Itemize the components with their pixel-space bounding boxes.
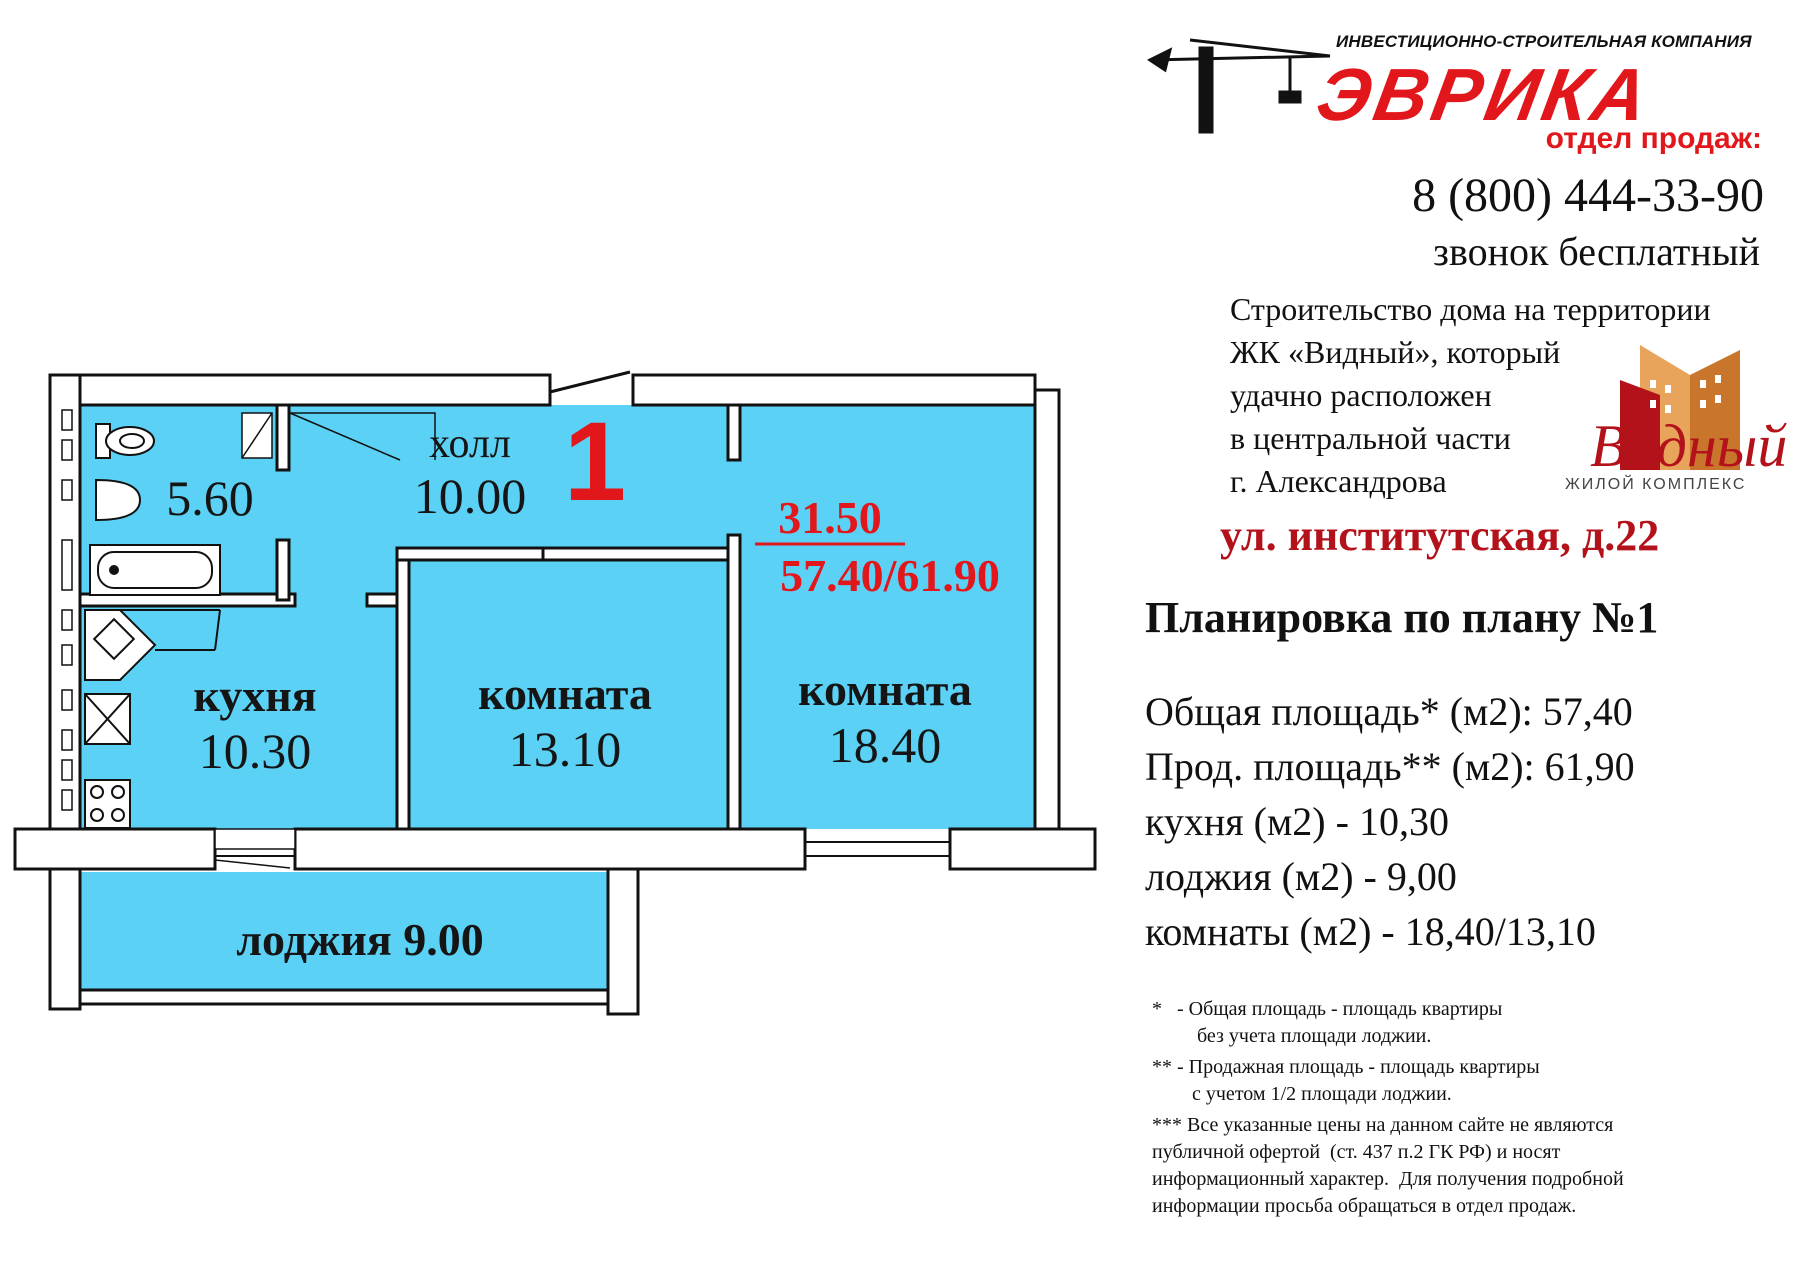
spec-item: лоджия (м2) - 9,00 <box>1145 854 1457 899</box>
plan-title: Планировка по плану №1 <box>1145 593 1659 642</box>
room-mid-top-wall-a <box>397 548 545 560</box>
footnote-line: *** Все указанные цены на данном сайте не являются <box>1152 1114 1614 1136</box>
crane-logo-icon <box>1150 40 1330 132</box>
footnote-line: без учета площади лоджии. <box>1152 1025 1432 1047</box>
footnote-line: * - Общая площадь - площадь квартиры <box>1152 998 1503 1020</box>
description-line: ЖК «Видный», который <box>1230 334 1561 370</box>
right-wall <box>1035 390 1059 830</box>
bottom-wall-mid <box>295 829 805 869</box>
stove-icon <box>85 780 130 828</box>
address: ул. институтская, д.22 <box>1220 511 1660 560</box>
footnotes <box>1152 996 1752 1220</box>
loggia-right-wall <box>608 869 638 1014</box>
loggia-bottom-wall <box>80 990 608 1004</box>
total-area: 57.40/61.90 <box>780 550 1000 601</box>
spec-item: кухня (м2) - 10,30 <box>1145 799 1449 844</box>
footnote-line: информационный характер. Для получения подробной <box>1152 1168 1624 1190</box>
room-right-area: 18.40 <box>828 716 942 773</box>
loggia-label: лоджия 9.00 <box>236 914 484 965</box>
complex-logo-subtitle: ЖИЛОЙ КОМПЛЕКС <box>1565 476 1747 493</box>
hall-name: холл <box>429 421 511 467</box>
bottom-wall-right <box>950 829 1095 869</box>
phone-number[interactable]: 8 (800) 444-33-90 <box>1412 169 1764 222</box>
kitchen-label <box>170 670 340 780</box>
description-line: удачно расположен <box>1230 377 1492 413</box>
bath-right-wall-top <box>277 405 289 470</box>
room-divider <box>728 535 740 829</box>
footnote-line: с учетом 1/2 площади лоджии. <box>1152 1083 1452 1105</box>
entrance-door <box>550 372 630 392</box>
description-line: г. Александрова <box>1230 463 1447 499</box>
bathroom-label <box>150 470 270 528</box>
hall-label <box>395 420 545 526</box>
bathroom-area: 5.60 <box>166 470 254 526</box>
spec-item: Прод. площадь** (м2): 61,90 <box>1145 744 1635 789</box>
room-middle-label <box>460 668 670 778</box>
company-name: ЭВРИКА <box>1310 53 1658 136</box>
footnote-line: публичной офертой (ст. 437 п.2 ГК РФ) и носят <box>1152 1141 1561 1163</box>
room-right-stub <box>728 405 740 460</box>
room-right-name: комната <box>798 664 972 715</box>
description-line: Строительство дома на территории <box>1230 291 1711 327</box>
kitchen-name: кухня <box>193 670 317 721</box>
room-middle-name: комната <box>478 668 652 719</box>
apartment-number: 1 <box>563 399 627 524</box>
bottom-wall-left <box>15 829 215 869</box>
description-line: в центральной части <box>1230 420 1511 456</box>
room-mid-left-wall <box>397 548 409 829</box>
complex-logo-title: Видный <box>1590 413 1788 479</box>
toilet-icon <box>96 424 154 458</box>
bath-right-wall <box>277 540 289 600</box>
footnote-line: ** - Продажная площадь - площадь квартиры <box>1152 1056 1540 1078</box>
top-wall-right <box>633 375 1035 405</box>
phone-note: звонок бесплатный <box>1433 229 1760 274</box>
room-right-label <box>780 664 990 774</box>
specs-list <box>1145 684 1635 959</box>
loggia-door <box>215 829 295 868</box>
spec-item: комнаты (м2) - 18,40/13,10 <box>1145 909 1596 954</box>
bathtub-icon <box>90 545 220 595</box>
fridge-icon <box>85 694 130 744</box>
company-subtitle: ИНВЕСТИЦИОННО-СТРОИТЕЛЬНАЯ КОМПАНИЯ <box>1336 32 1752 51</box>
spec-item: Общая площадь* (м2): 57,40 <box>1145 689 1633 734</box>
hall-area: 10.00 <box>413 468 527 525</box>
loggia-left-wall <box>50 869 80 1009</box>
kitchen-area: 10.30 <box>198 722 312 779</box>
living-area: 31.50 <box>778 492 882 543</box>
room-middle-area: 13.10 <box>508 720 622 777</box>
top-wall-left <box>80 375 550 405</box>
left-wall <box>50 375 80 830</box>
sales-label: отдел продаж: <box>1545 122 1762 155</box>
footnote-line: информации просьба обращаться в отдел продаж. <box>1152 1195 1577 1217</box>
room-mid-top-wall-b <box>543 548 728 560</box>
hall-wall-left <box>367 594 397 606</box>
